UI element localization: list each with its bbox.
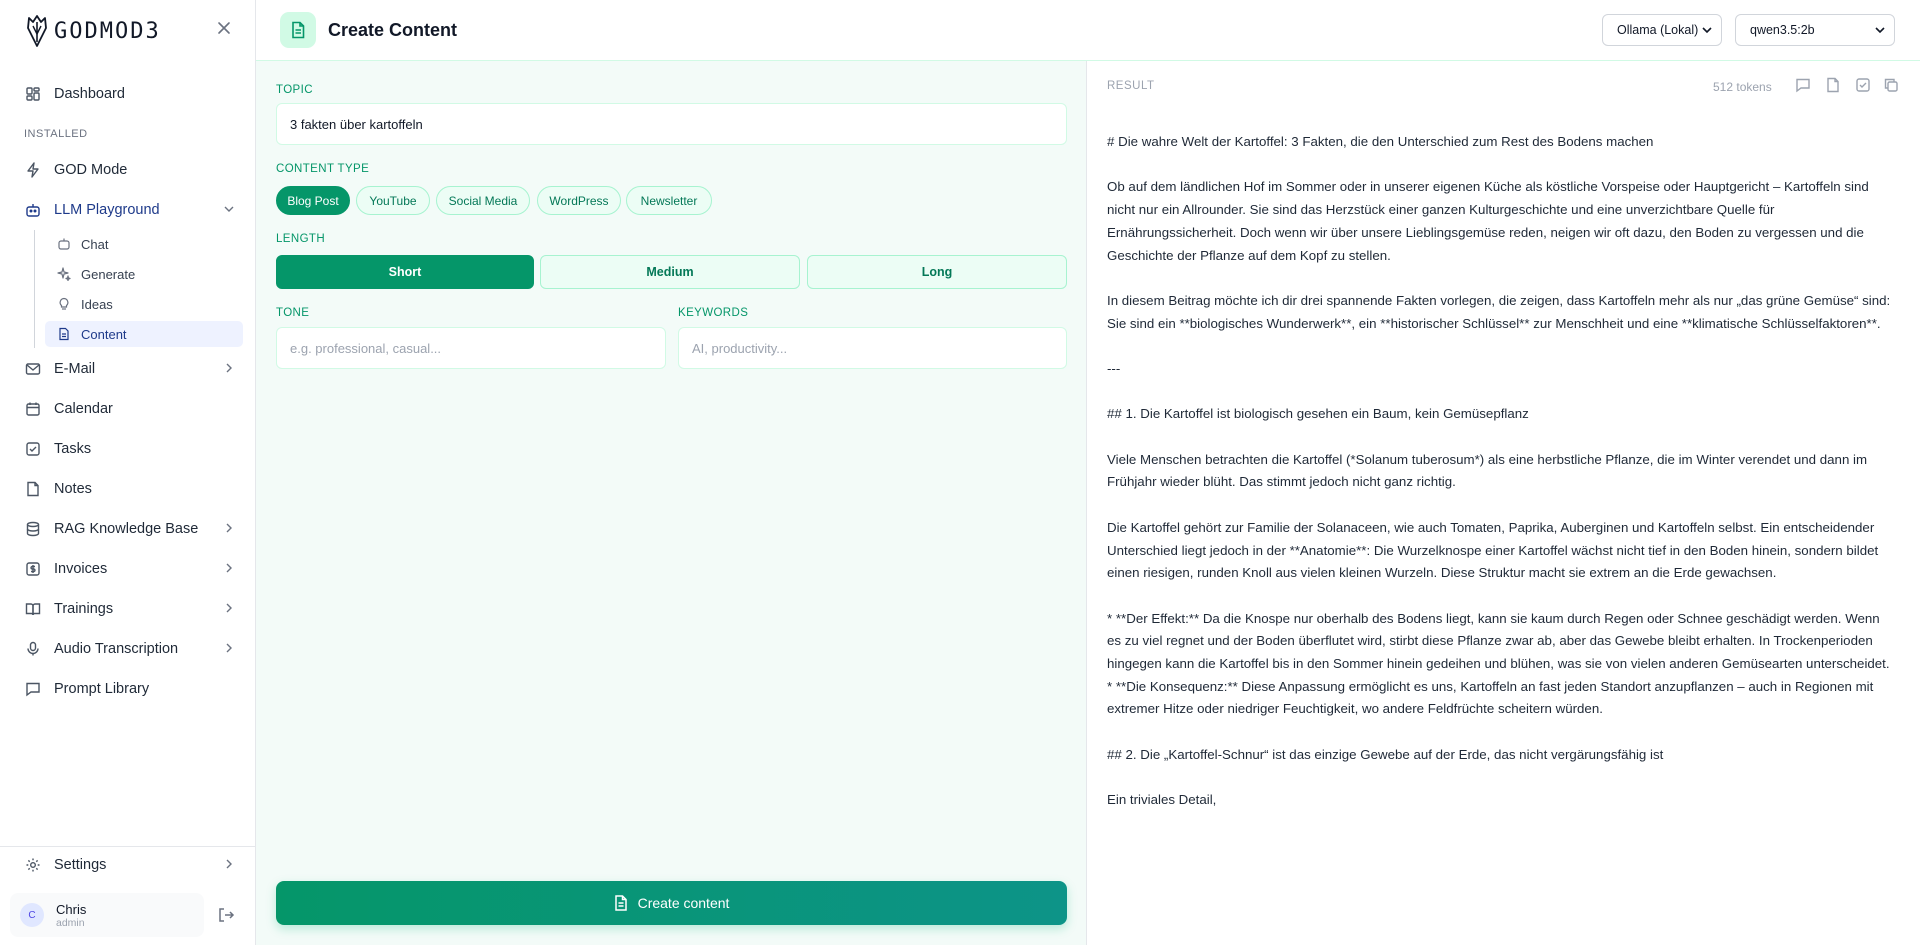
lightbulb-icon <box>57 297 71 311</box>
document-icon <box>614 895 628 911</box>
length-short[interactable]: Short <box>276 255 534 289</box>
sidebar-subitem-label: Generate <box>81 266 136 282</box>
sidebar-subitem-chat[interactable] <box>45 231 243 257</box>
content-form <box>256 61 1087 945</box>
chevron-right-icon <box>222 361 236 375</box>
chevron-down-icon <box>1701 24 1713 36</box>
keywords-input[interactable]: AI, productivity... <box>678 327 1067 369</box>
content-type-wordpress[interactable]: WordPress <box>537 186 621 215</box>
sidebar-item-tasks[interactable] <box>12 433 244 465</box>
tone-label: TONE <box>276 307 310 319</box>
provider-select-value: Ollama (Lokal) <box>1617 23 1699 37</box>
book-open-icon <box>24 600 42 618</box>
sidebar-item-label: Audio Transcription <box>54 641 179 657</box>
content-type-blog-post[interactable]: Blog Post <box>276 186 350 215</box>
gear-icon <box>24 856 42 874</box>
sidebar-item-label: Tasks <box>54 441 92 457</box>
document-icon <box>57 327 71 341</box>
sidebar-subitem-ideas[interactable] <box>45 291 243 317</box>
calendar-icon <box>24 400 42 418</box>
result-panel <box>1087 61 1920 945</box>
content-type-social-media[interactable]: Social Media <box>436 186 530 215</box>
length-long[interactable]: Long <box>807 255 1067 289</box>
sidebar-item-llm-playground[interactable] <box>12 194 244 226</box>
provider-select[interactable] <box>1602 14 1722 46</box>
token-count: 512 tokens <box>1713 80 1772 94</box>
section-label-installed: INSTALLED <box>24 128 88 140</box>
file-icon[interactable] <box>1825 77 1841 93</box>
user-role: admin <box>56 916 85 929</box>
sidebar-item-settings[interactable] <box>12 849 244 881</box>
sidebar-item-label: E-Mail <box>54 361 96 377</box>
sidebar-item-calendar[interactable] <box>12 393 244 425</box>
sidebar-item-dashboard[interactable] <box>12 78 244 110</box>
sidebar-subitem-generate[interactable] <box>45 261 243 287</box>
user-name: Chris <box>56 901 87 917</box>
robot-icon <box>24 201 42 219</box>
close-sidebar-icon[interactable] <box>214 20 234 40</box>
keywords-label: KEYWORDS <box>678 307 749 319</box>
result-header <box>1087 61 1920 111</box>
document-icon <box>280 12 316 48</box>
sidebar-item-notes[interactable] <box>12 473 244 505</box>
sidebar-subitem-label: Chat <box>81 236 109 252</box>
model-select[interactable] <box>1735 14 1895 46</box>
godmode-logo-icon <box>24 14 50 48</box>
file-icon <box>24 480 42 498</box>
result-content <box>1107 131 1897 835</box>
sidebar-item-label: Notes <box>54 481 92 497</box>
topic-input[interactable]: 3 fakten über kartoffeln <box>276 103 1067 145</box>
content-type-label: CONTENT TYPE <box>276 163 370 175</box>
logout-icon[interactable] <box>216 905 236 925</box>
result-paragraph: ## 2. Die „Kartoffel-Schnur“ ist das einzige Gewebe auf der Erde, das nicht vergärungsfähig ist <box>1107 746 1664 762</box>
sidebar-item-label: Dashboard <box>54 86 125 102</box>
user-card[interactable] <box>10 893 204 937</box>
database-icon <box>24 520 42 538</box>
llm-playground-submenu <box>34 230 244 348</box>
content-type-newsletter[interactable]: Newsletter <box>626 186 712 215</box>
brand-name: GODMOD3 <box>54 18 161 44</box>
sidebar-item-trainings[interactable] <box>12 593 244 625</box>
chevron-right-icon <box>222 857 236 871</box>
sidebar-item-label: LLM Playground <box>54 202 160 218</box>
brand[interactable] <box>24 14 161 48</box>
microphone-icon <box>24 640 42 658</box>
create-content-button[interactable] <box>276 881 1067 925</box>
result-label: RESULT <box>1107 80 1155 92</box>
page-title: Create Content <box>328 20 458 40</box>
create-content-label: Create content <box>637 895 730 911</box>
topic-label: TOPIC <box>276 84 313 96</box>
result-paragraph: # Die wahre Welt der Kartoffel: 3 Fakten, die den Unterschied zum Rest des Bodens machen <box>1107 134 1654 149</box>
sidebar-item-email[interactable] <box>12 353 244 385</box>
avatar: C <box>20 903 44 927</box>
result-paragraph: * **Der Effekt:** Da die Knospe nur oberhalb des Bodens liegt, kann sie kaum durch Regen oder Schnee geschädigt werden. Wenn es zu viel regnet und der Boden überflutet wird, stirbt diese Pflanze zwar ab, aber das Gewebe bleibt erhalten. In Trockenperioden hingegen kann die Kartoffel bis in den Sommer hinein gedeihen und blühen, was sie von vielen anderen Gemüsearten unterscheidet. * **Die Konsequenz:** Diese Anpassung ermöglicht es uns, Kartoffeln an fast jeden Standort anzupflanzen – auch in Regionen mit extremer Hitze oder niedriger Feuchtigkeit, wo andere Feldfrüchte scheitern würden. <box>1107 610 1890 717</box>
sidebar-item-audio-transcription[interactable] <box>12 633 244 665</box>
sidebar-item-god-mode[interactable] <box>12 154 244 186</box>
sidebar-item-label: GOD Mode <box>54 162 128 178</box>
sparkles-icon <box>57 267 71 281</box>
checkbox-icon <box>24 440 42 458</box>
content-type-youtube[interactable]: YouTube <box>356 186 430 215</box>
sidebar-item-label: Calendar <box>54 401 113 417</box>
result-paragraph: Die Kartoffel gehört zur Familie der Solanaceen, wie auch Tomaten, Paprika, Auberginen und Kartoffeln selbst. Ein entscheidender Unterschied liegt jedoch in der **Anatomie**: Die Wurzelknospe einer Kartoffel wächst nicht tief in den Boden hinein, sondern bildet einen riesigen, runden Knoll aus vielen kleinen Wurzeln. Diese Struktur macht sie extrem an die Erde gewachsen. <box>1107 519 1879 581</box>
sidebar-subitem-label: Ideas <box>81 296 113 312</box>
sidebar-item-label: Trainings <box>54 601 114 617</box>
result-paragraph: --- <box>1107 360 1121 376</box>
length-label: LENGTH <box>276 233 326 245</box>
tone-input[interactable]: e.g. professional, casual... <box>276 327 666 369</box>
sidebar-subitem-label: Content <box>81 326 127 342</box>
model-select-value: qwen3.5:2b <box>1750 23 1815 37</box>
copy-icon[interactable] <box>1883 77 1899 93</box>
sidebar-item-rag-knowledge-base[interactable] <box>12 513 244 545</box>
chevron-right-icon <box>222 561 236 575</box>
result-paragraph: Ob auf dem ländlichen Hof im Sommer oder in unserer eigenen Küche als köstliche Vorspeise oder Hauptgericht – Kartoffeln sind nicht nur ein Allrounder. Sie sind das Herzstück einer ganzen Kulturgeschichte und eine unverzichtbare Quelle für Ernährungssicherheit. Doch wenn wir über unsere Lieblingsgemüse reden, neigen wir oft dazu, den Boden zu vergessen und die Geschichte der Pflanze auf dem Kopf zu stellen. <box>1107 179 1869 263</box>
result-paragraph: Ein triviales Detail, <box>1107 792 1217 808</box>
chevron-down-icon <box>222 202 236 216</box>
chevron-right-icon <box>222 641 236 655</box>
sidebar <box>0 0 256 945</box>
sidebar-item-label: Settings <box>54 857 107 873</box>
sidebar-subitem-content[interactable] <box>45 321 243 347</box>
chevron-down-icon <box>1874 24 1886 36</box>
sidebar-footer <box>0 846 256 945</box>
lightning-icon <box>24 161 42 179</box>
check-square-icon[interactable] <box>1855 77 1871 93</box>
chat-bubble-icon[interactable] <box>1795 77 1811 93</box>
sidebar-item-label: RAG Knowledge Base <box>54 521 199 537</box>
result-paragraph: Viele Menschen betrachten die Kartoffel (*Solanum tuberosum*) als eine herbstliche Pflanze, die im Winter verendet und dann im Frühjahr wieder blüht. Das stimmt jedoch nicht ganz richtig. <box>1107 451 1868 490</box>
dashboard-icon <box>24 85 42 103</box>
sidebar-item-prompt-library[interactable] <box>12 673 244 705</box>
sidebar-item-label: Prompt Library <box>54 681 150 697</box>
mail-icon <box>24 360 42 378</box>
result-paragraph: ## 1. Die Kartoffel ist biologisch gesehen ein Baum, kein Gemüsepflanz <box>1107 406 1529 422</box>
message-square-icon <box>24 680 42 698</box>
sidebar-item-label: Invoices <box>54 561 108 577</box>
sidebar-item-invoices[interactable] <box>12 553 244 585</box>
bot-icon <box>57 237 71 251</box>
chevron-right-icon <box>222 601 236 615</box>
length-medium[interactable]: Medium <box>540 255 800 289</box>
result-paragraph: In diesem Beitrag möchte ich dir drei spannende Fakten vorlegen, die zeigen, dass Kartoffeln mehr als nur „das grüne Gemüse“ sind: Sie sind ein **biologisches Wunderwerk**, ein **historischer Schlüssel** zur Menschheit und eine **klimatische Schlüsselfaktoren**. <box>1107 292 1891 331</box>
chevron-right-icon <box>222 521 236 535</box>
dollar-receipt-icon <box>24 560 42 578</box>
header <box>256 0 1920 61</box>
